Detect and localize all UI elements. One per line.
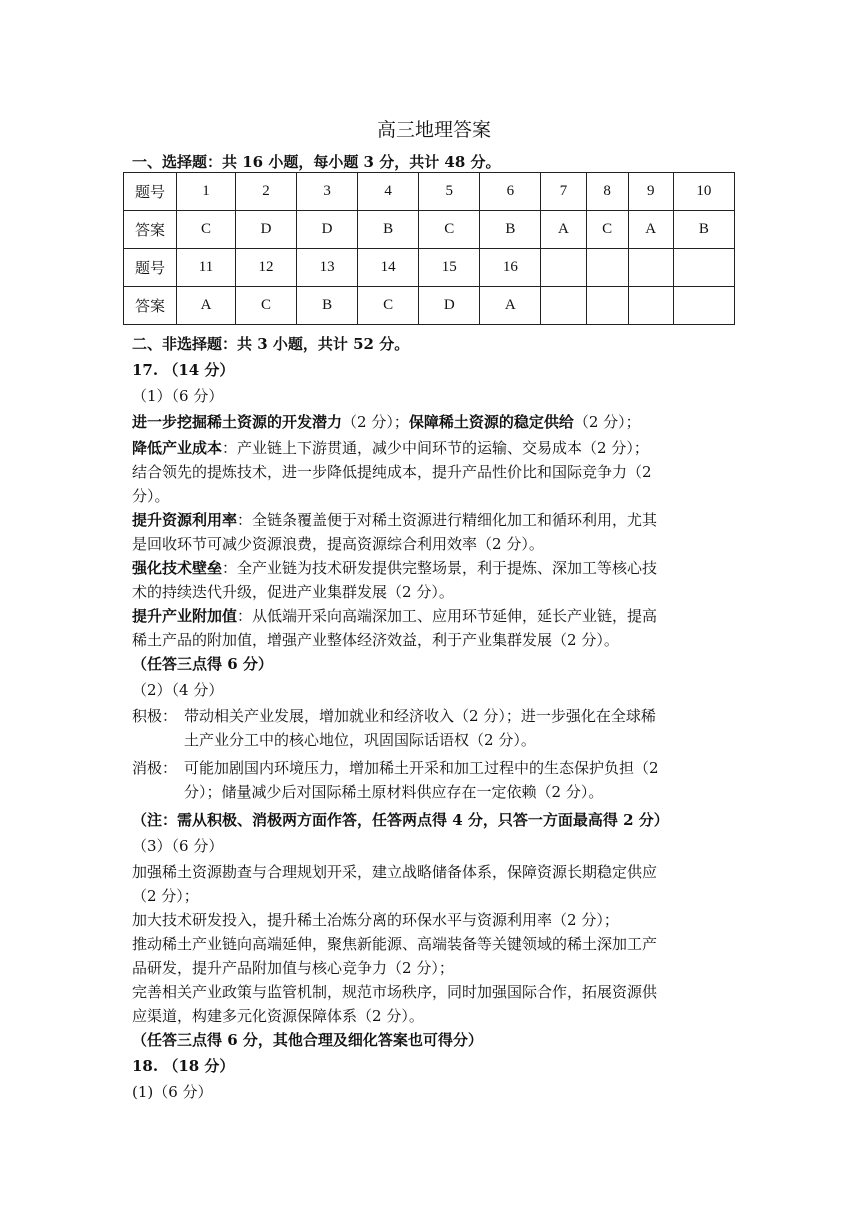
document-title: 高三地理答案 — [376, 119, 491, 141]
table-cell: C — [586, 211, 628, 249]
q17-answer-line: 加强稀土资源勘查与合理规划开采，建立战略储备体系，保障资源长期稳定供应 — [132, 863, 658, 881]
row-label-answer: 答案 — [124, 287, 177, 325]
table-cell: 5 — [419, 173, 480, 211]
table-row-answers-1 — [124, 211, 735, 249]
table-cell: 1 — [177, 173, 236, 211]
table-cell: 3 — [297, 173, 358, 211]
question-18-heading: 18. （18 分） — [132, 1057, 235, 1075]
question-17-heading: 17. （14 分） — [132, 361, 235, 379]
table-cell: D — [297, 211, 358, 249]
table-cell — [586, 249, 628, 287]
table-cell: C — [235, 287, 296, 325]
q18-part1-heading: (1)（6 分） — [132, 1083, 213, 1101]
q17-answer-line: 应渠道，构建多元化资源保障体系（2 分）。 — [132, 1007, 424, 1025]
table-row-questions-1 — [124, 173, 735, 211]
scoring-note: （注：需从积极、消极两方面作答，任答两点得 4 分，只答一方面最高得 2 分） — [132, 811, 669, 829]
table-cell: 2 — [235, 173, 296, 211]
table-cell — [673, 287, 734, 325]
multiple-choice-answer-table — [123, 172, 735, 325]
score-text: （2 分）； — [342, 413, 409, 431]
key-point: 提升资源利用率 — [132, 511, 238, 529]
row-label-question: 题号 — [124, 249, 177, 287]
table-cell: B — [480, 211, 541, 249]
table-cell: 6 — [480, 173, 541, 211]
answer-text: ：产业链上下游贯通，减少中间环节的运输、交易成本（2 分）； — [222, 439, 649, 457]
q17-answer-line — [132, 410, 742, 434]
table-cell: 12 — [235, 249, 296, 287]
negative-label: 消极： — [132, 759, 178, 777]
scoring-note: （任答三点得 6 分） — [132, 655, 273, 673]
table-cell: C — [177, 211, 236, 249]
q17-part1-heading: （1）（6 分） — [132, 387, 224, 405]
section-2-heading: 二、非选择题：共 3 小题，共计 52 分。 — [132, 335, 410, 353]
answer-text: ：全链条覆盖便于对稀土资源进行精细化加工和循环利用，尤其 — [237, 511, 658, 529]
answer-line: 分）；储量减少后对国际稀土原材料供应存在一定依赖（2 分）。 — [184, 783, 604, 801]
table-cell: 16 — [480, 249, 541, 287]
positive-label: 积极： — [132, 707, 178, 725]
table-cell: 4 — [358, 173, 419, 211]
table-cell: A — [177, 287, 236, 325]
table-cell: 14 — [358, 249, 419, 287]
q17-answer-line: 加大技术研发投入，提升稀土冶炼分离的环保水平与资源利用率（2 分）； — [132, 911, 619, 929]
table-cell: B — [297, 287, 358, 325]
negative-text — [184, 756, 740, 804]
answer-line: 带动相关产业发展，增加就业和经济收入（2 分）；进一步强化在全球稀 — [184, 707, 656, 725]
q17-answer-line: （2 分）； — [132, 887, 199, 905]
score-text: （2 分）； — [573, 413, 641, 431]
q17-answer-line: 术的持续迭代升级，促进产业集群发展（2 分）。 — [132, 583, 454, 601]
answer-line: 可能加剧国内环境压力，增加稀土开采和加工过程中的生态保护负担（2 — [184, 759, 659, 777]
table-cell: 10 — [673, 173, 734, 211]
q17-answer-line: 是回收环节可减少资源浪费，提高资源综合利用效率（2 分）。 — [132, 535, 544, 553]
positive-text — [184, 704, 740, 752]
table-cell — [541, 249, 586, 287]
table-cell: B — [673, 211, 734, 249]
table-cell — [673, 249, 734, 287]
table-cell — [628, 249, 673, 287]
q17-answer-line — [132, 556, 742, 580]
answer-text: ：从低端开采向高端深加工、应用环节延伸，延长产业链，提高 — [237, 607, 658, 625]
q17-answer-line — [132, 508, 742, 532]
q17-part2-heading: （2）（4 分） — [132, 681, 224, 699]
table-cell: 11 — [177, 249, 236, 287]
section-1-heading: 一、选择题：共 16 小题，每小题 3 分，共计 48 分。 — [132, 153, 501, 171]
q17-answer-line: 结合领先的提炼技术，进一步降低提纯成本，提升产品性价比和国际竞争力（2 — [132, 463, 652, 481]
key-point: 保障稀土资源的稳定供给 — [408, 413, 574, 431]
table-cell: C — [419, 211, 480, 249]
table-cell: D — [235, 211, 296, 249]
q17-part3-heading: （3）（6 分） — [132, 837, 224, 855]
table-cell — [628, 287, 673, 325]
answer-line: 土产业分工中的核心地位，巩固国际话语权（2 分）。 — [184, 731, 536, 749]
table-cell: D — [419, 287, 480, 325]
key-point: 降低产业成本 — [132, 439, 223, 457]
q17-answer-line: 稀土产品的附加值，增强产业整体经济效益，利于产业集群发展（2 分）。 — [132, 631, 619, 649]
row-label-question: 题号 — [124, 173, 177, 211]
scoring-note: （任答三点得 6 分，其他合理及细化答案也可得分） — [132, 1031, 483, 1049]
table-cell: A — [480, 287, 541, 325]
key-point: 强化技术壁垒 — [132, 559, 223, 577]
q17-answer-line: 推动稀土产业链向高端延伸，聚焦新能源、高端装备等关键领域的稀土深加工产 — [132, 935, 658, 953]
table-cell: B — [358, 211, 419, 249]
table-row-answers-2 — [124, 287, 735, 325]
q17-answer-line: 完善相关产业政策与监管机制，规范市场秩序，同时加强国际合作，拓展资源供 — [132, 983, 658, 1001]
row-label-answer: 答案 — [124, 211, 177, 249]
table-cell: C — [358, 287, 419, 325]
q17-answer-line: 分）。 — [132, 487, 170, 505]
table-cell: 13 — [297, 249, 358, 287]
table-cell: 9 — [628, 173, 673, 211]
table-cell — [586, 287, 628, 325]
table-cell: 8 — [586, 173, 628, 211]
table-cell: 7 — [541, 173, 586, 211]
table-cell: A — [628, 211, 673, 249]
table-row-questions-2 — [124, 249, 735, 287]
q17-answer-line: 品研发，提升产品附加值与核心竞争力（2 分）； — [132, 959, 454, 977]
key-point: 提升产业附加值 — [132, 607, 238, 625]
table-cell: 15 — [419, 249, 480, 287]
answer-text: ：全产业链为技术研发提供完整场景，利于提炼、深加工等核心技 — [222, 559, 658, 577]
key-point: 进一步挖掘稀土资源的开发潜力 — [132, 413, 343, 431]
q17-answer-line — [132, 436, 742, 460]
q17-answer-line — [132, 604, 742, 628]
table-cell — [541, 287, 586, 325]
table-cell: A — [541, 211, 586, 249]
